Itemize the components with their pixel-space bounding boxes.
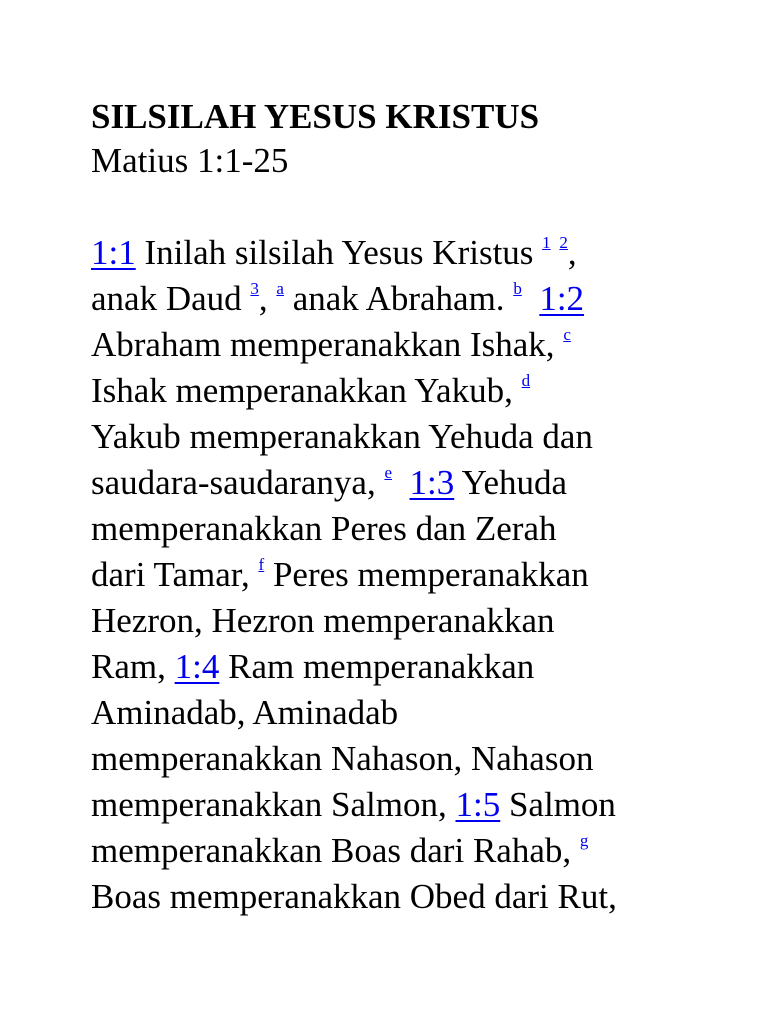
footnote-link-3[interactable]: 3	[250, 279, 259, 298]
text-line	[91, 828, 691, 874]
verse-link-1-1[interactable]: 1:1	[91, 233, 136, 272]
text-line	[91, 276, 691, 322]
text-span: anak Daud	[91, 279, 242, 318]
text-span: ,	[567, 233, 577, 272]
text-span: Inilah silsilah Yesus Kristus	[135, 233, 534, 272]
text-line: Aminadab, Aminadab	[91, 693, 399, 732]
text-span: memperanakkan Boas dari Rahab,	[91, 831, 572, 870]
crossref-link-f[interactable]: f	[258, 555, 265, 574]
crossref-link-c[interactable]: c	[563, 325, 571, 344]
text-span: Abraham memperanakkan Ishak,	[91, 325, 555, 364]
text-line	[91, 460, 691, 506]
text-span: Peres memperanakkan	[264, 555, 589, 594]
verse-link-1-4[interactable]: 1:4	[174, 647, 220, 686]
text-line: Hezron, Hezron memperanakkan	[91, 601, 555, 640]
passage-text	[91, 230, 691, 920]
verse-link-1-5[interactable]: 1:5	[455, 785, 501, 824]
text-span: anak Abraham.	[283, 279, 505, 318]
text-span: Yehuda	[454, 463, 568, 502]
text-span: Ram memperanakkan	[219, 647, 535, 686]
text-line	[91, 322, 691, 368]
text-line	[91, 782, 691, 828]
crossref-link-e[interactable]: e	[384, 463, 392, 482]
crossref-link-g[interactable]: g	[579, 831, 589, 850]
page-title: SILSILAH YESUS KRISTUS	[91, 97, 540, 136]
crossref-link-b[interactable]: b	[513, 279, 522, 298]
text-line: Yakub memperanakkan Yehuda dan	[91, 417, 593, 456]
text-span: memperanakkan Salmon,	[91, 785, 456, 824]
text-line: memperanakkan Peres dan Zerah	[91, 509, 557, 548]
document-page	[91, 96, 691, 920]
text-line: memperanakkan Nahason, Nahason	[91, 739, 594, 778]
text-line	[91, 552, 691, 598]
text-line	[91, 230, 691, 276]
scripture-reference: Matius 1:1-25	[91, 141, 289, 180]
footnote-link-2[interactable]: 2	[559, 233, 568, 252]
text-span: ,	[258, 279, 268, 318]
text-line	[91, 644, 691, 690]
verse-link-1-3[interactable]: 1:3	[409, 463, 455, 502]
footnote-link-1[interactable]: 1	[542, 233, 551, 252]
text-span: dari Tamar,	[91, 555, 250, 594]
blank-line	[91, 184, 691, 230]
text-span: Salmon	[500, 785, 616, 824]
verse-link-1-2[interactable]: 1:2	[539, 279, 585, 318]
text-line: Boas memperanakkan Obed dari Rut,	[91, 877, 617, 916]
text-span: Ram,	[91, 647, 175, 686]
text-span: saudara-saudaranya,	[91, 463, 376, 502]
text-line	[91, 368, 691, 414]
text-span: Ishak memperanakkan Yakub,	[91, 371, 513, 410]
crossref-link-d[interactable]: d	[521, 371, 531, 390]
crossref-link-a[interactable]: a	[276, 279, 284, 298]
